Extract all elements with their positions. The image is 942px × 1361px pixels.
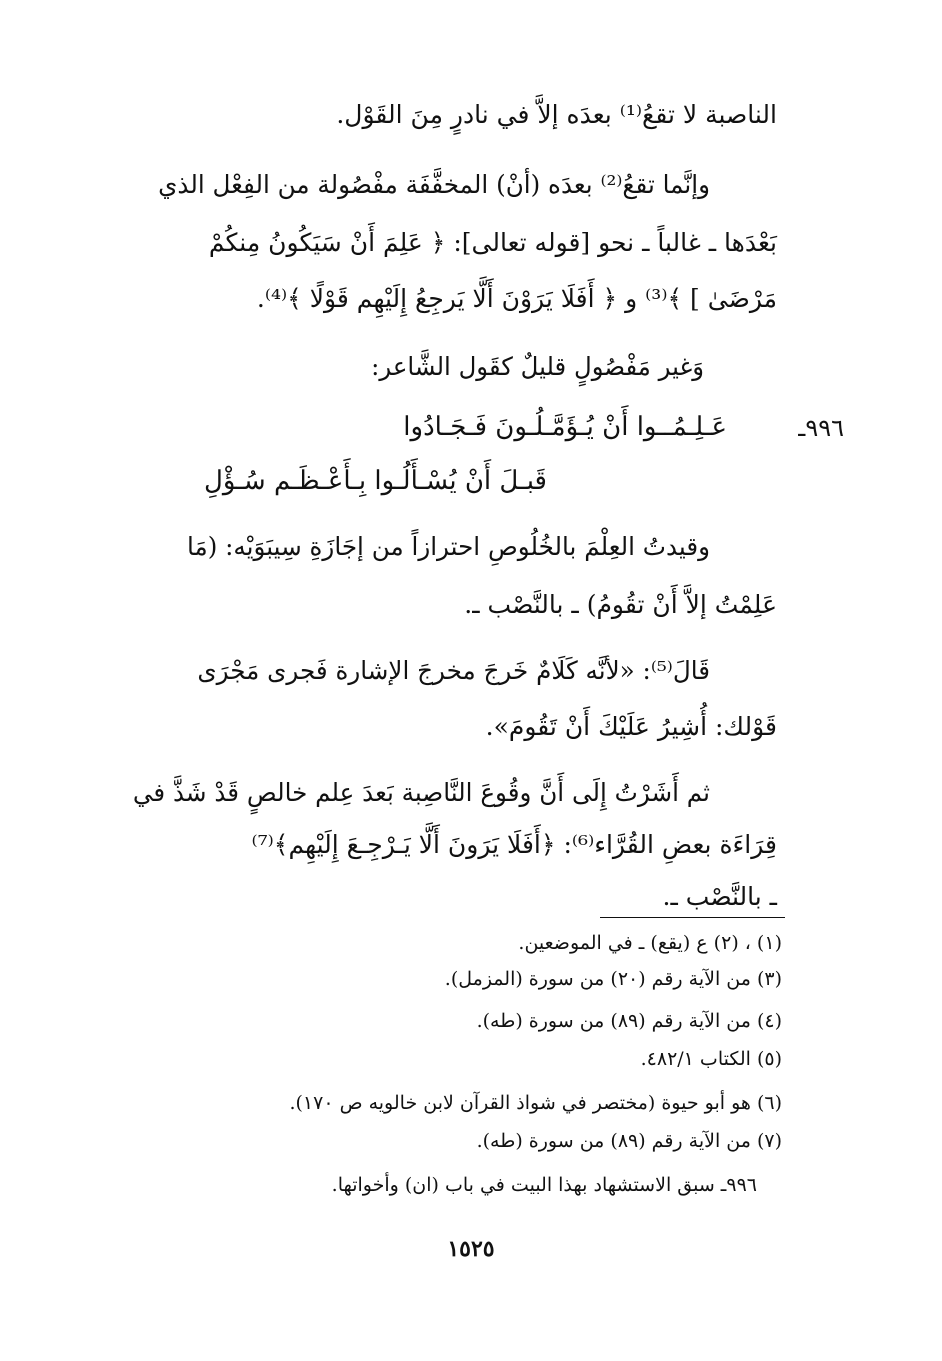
footnote-6: (٦) هو أبو حيوة (مختصر في شواذ القرآن لابن خالويه ص ١٧٠).	[289, 1092, 782, 1114]
footnote-separator	[600, 917, 785, 918]
body-line-8: قَالَ⁽⁵⁾: «لأنَّه كَلَامٌ خَرجَ مخرجَ الإشارة فَجرى مَجْرَى	[197, 656, 710, 685]
body-line-9: قَوْلك: أُشِيرُ عَلَيْكَ أَنْ تَقُومَ».	[485, 712, 777, 741]
body-line-11: قِرَاءَة بعضِ القُرَّاء⁽⁶⁾: ﴿أَفَلَا يَرَونَ أَلَّا يَـرْجِـعَ إِلَيْهِم﴾⁽⁷⁾	[251, 830, 777, 859]
footnote-5: (٥) الكتاب ٤٨٢/١.	[640, 1048, 782, 1070]
footnote-1-2: (١) ، (٢) ع (يقع) ـ في الموضعين.	[518, 932, 782, 954]
body-line-3: بَعْدَها ـ غالباً ـ نحو [قوله تعالى]: ﴿ عَلِمَ أَنْ سَيَكُونُ مِنكُمْ	[208, 228, 777, 257]
verse-second-hemistich: قَبـلَ أَنْ يُسْـأَلُـوا بِـأَعْـظَـم سُـؤْلِ	[203, 466, 547, 496]
body-line-10: ثم أَشَرْتُ إِلَى أَنَّ وقُوعَ النَّاصِبة بَعدَ عِلم خالصٍ قَدْ شَذَّ في	[132, 778, 710, 807]
body-line-12: ـ بالنَّصْب ـ.	[662, 882, 777, 911]
page-number: ١٥٢٥	[447, 1236, 495, 1262]
footnote-verse-996: ٩٩٦ـ سبق الاستشهاد بهذا البيت في باب (ان) وأخواتها.	[331, 1174, 757, 1196]
body-line-2: وإنَّما تقعُ⁽²⁾ بعدَه (أنْ) المخفَّفَة مفْصُولة من الفِعْل الذي	[158, 170, 710, 199]
verse-first-hemistich: عَـلِـمُــوا أَنْ يُـؤَمَّـلُـونَ فَـجَـادُوا	[403, 412, 727, 442]
body-line-7: عَلِمْتُ إلاَّ أَنْ تقُومُ) ـ بالنَّصْب ـ.	[464, 590, 777, 619]
body-line-4: مَرْضَىٰ ] ﴾⁽³⁾ و ﴿ أَفَلَا يَرَوْنَ أَلَّا يَرجِعُ إِلَيْهِم قَوْلًا ﴾⁽⁴⁾.	[256, 284, 777, 313]
footnote-7: (٧) من الآية رقم (٨٩) من سورة (طه).	[476, 1130, 782, 1152]
footnote-3: (٣) من الآية رقم (٢٠) من سورة (المزمل).	[444, 968, 782, 990]
body-line-5: وَغير مَفْصُولٍ قليلٌ كقَول الشَّاعر:	[371, 352, 704, 381]
body-line-1: الناصبة لا تقعُ⁽¹⁾ بعدَه إلاَّ في نادرٍ مِنَ القَوْل.	[336, 100, 777, 129]
body-line-6: وقيدتُ العِلْمَ بالخُلُوصِ احترازاً من إجَازَةِ سِيبَوَيْه: (مَا	[187, 532, 711, 561]
footnote-4: (٤) من الآية رقم (٨٩) من سورة (طه).	[476, 1010, 782, 1032]
verse-number: ٩٩٦ـ	[798, 414, 844, 442]
